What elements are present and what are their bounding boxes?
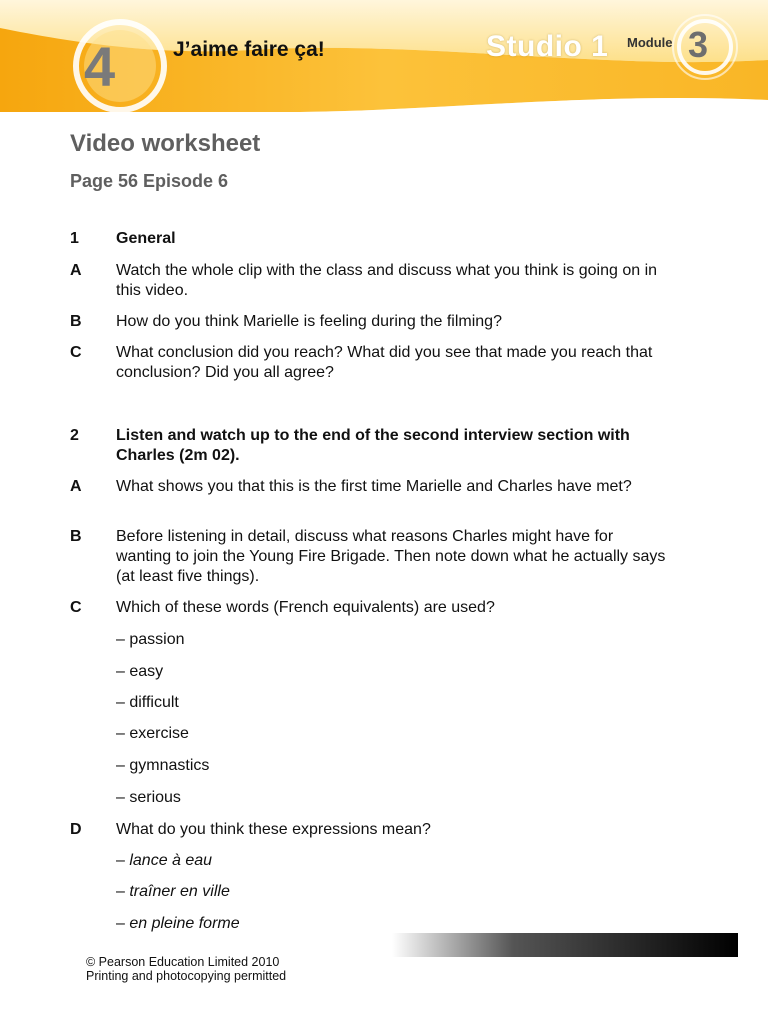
question-label: C — [70, 344, 82, 361]
header-banner — [0, 0, 768, 115]
brand-logo: Studio 1 — [486, 30, 609, 63]
section-heading-text: Listen and watch up to the end of the second interview section with Charles (2m 02). — [116, 427, 630, 464]
word-item: – gymnastics — [116, 757, 210, 774]
question-label: D — [70, 821, 82, 838]
section-2-heading — [70, 426, 670, 466]
question-text: Watch the whole clip with the class and discuss what you think is going on in this video. — [116, 262, 658, 299]
question-text: How do you think Marielle is feeling during the filming? — [116, 313, 502, 330]
question-label: A — [70, 478, 82, 495]
page-title: Video worksheet — [70, 130, 261, 157]
dash: – — [116, 915, 130, 932]
section-number: 1 — [70, 230, 79, 247]
question-2a — [70, 477, 670, 497]
word-item: – serious — [116, 789, 181, 806]
word-item: – difficult — [116, 694, 179, 711]
section-heading-text: General — [116, 230, 176, 247]
expression-text: lance à eau — [129, 852, 213, 869]
footer-gradient-bar — [392, 933, 738, 957]
word-item: – easy — [116, 663, 164, 680]
expression-item — [116, 882, 230, 902]
copyright-notice: © Pearson Education Limited 2010 — [86, 955, 280, 969]
question-text: What shows you that this is the first time Marielle and Charles have met? — [116, 478, 632, 495]
question-text: What do you think these expressions mean? — [116, 821, 431, 838]
question-label: A — [70, 262, 82, 279]
question-label: C — [70, 599, 82, 616]
question-1a — [70, 261, 670, 301]
section-1-heading — [70, 229, 670, 249]
expression-item — [116, 914, 240, 934]
expression-item — [116, 851, 212, 871]
dash: – — [116, 883, 130, 900]
question-label: B — [70, 528, 82, 545]
question-2b — [70, 527, 670, 587]
question-text: What conclusion did you reach? What did you see that made you reach that conclusion? Did you all agree? — [116, 344, 653, 381]
section-number: 2 — [70, 427, 79, 444]
unit-number: 4 — [84, 35, 116, 98]
question-1b — [70, 312, 670, 332]
question-text: Before listening in detail, discuss what reasons Charles might have for wanting to join the Young Fire Brigade. Then note down what he actually says (at least five things). — [116, 528, 666, 585]
word-item: – exercise — [116, 725, 189, 742]
question-2c — [70, 598, 670, 618]
expression-text: traîner en ville — [129, 883, 230, 900]
page-subtitle: Page 56 Episode 6 — [70, 171, 229, 191]
permission-notice: Printing and photocopying permitted — [86, 969, 287, 983]
expression-text: en pleine forme — [129, 915, 240, 932]
module-label: Module — [627, 35, 673, 50]
question-2d — [70, 820, 670, 840]
module-number: 3 — [688, 24, 709, 65]
word-item: – passion — [116, 631, 185, 648]
unit-title: J’aime faire ça! — [173, 38, 325, 61]
question-text: Which of these words (French equivalents) are used? — [116, 599, 495, 616]
question-1c — [70, 343, 670, 383]
question-label: B — [70, 313, 82, 330]
dash: – — [116, 852, 130, 869]
